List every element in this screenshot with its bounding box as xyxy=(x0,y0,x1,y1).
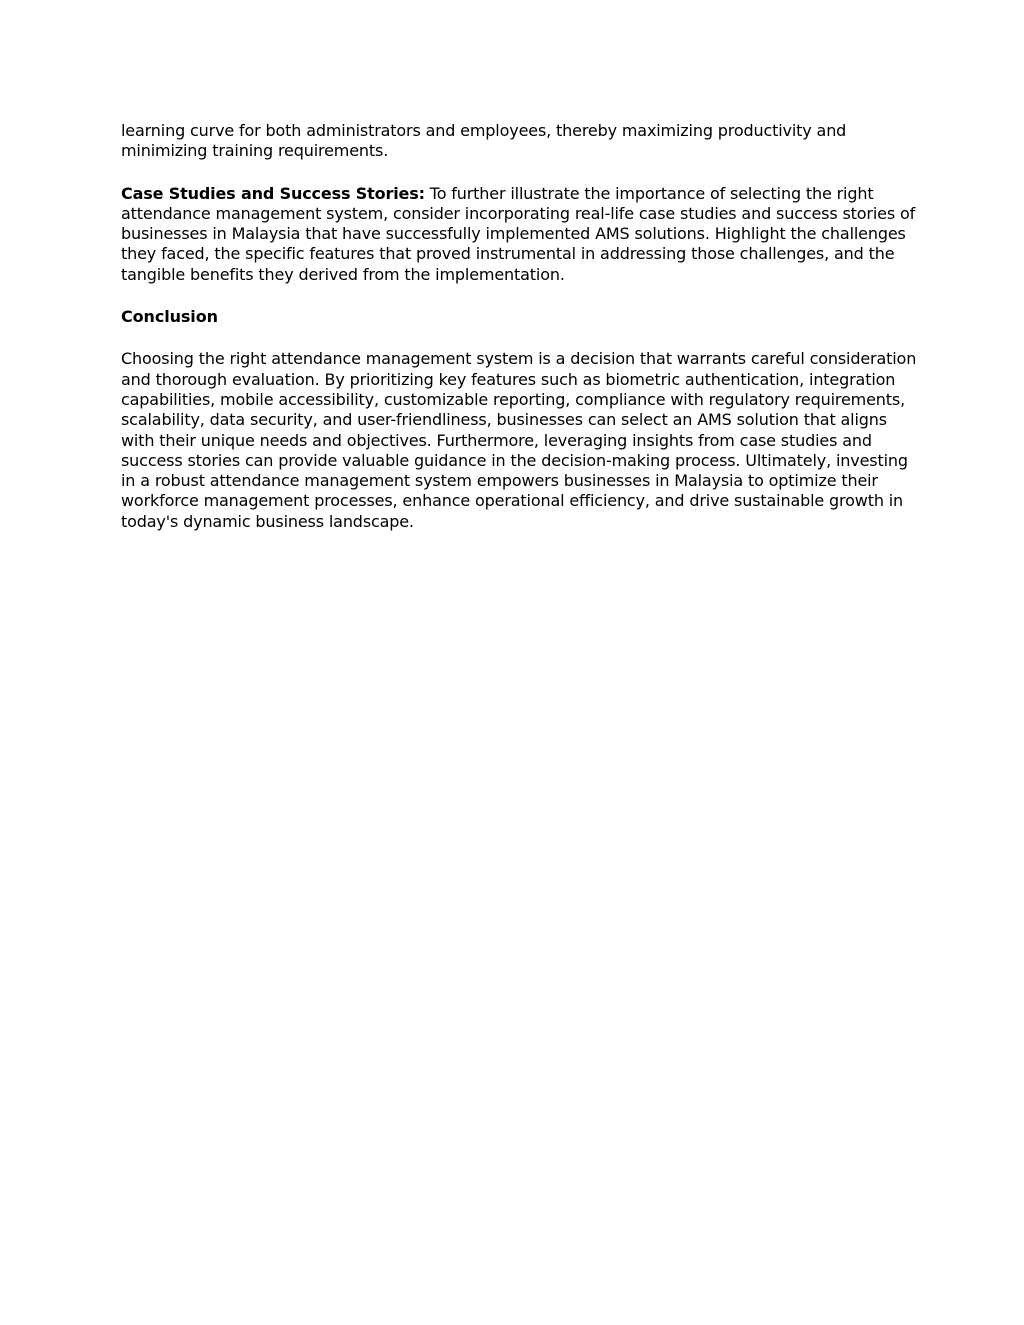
intro-paragraph xyxy=(121,121,921,162)
document-page xyxy=(121,121,921,532)
conclusion-paragraph xyxy=(121,349,921,532)
conclusion-text: Choosing the right attendance management system is a decision that warrants careful consideration and thorough evaluation. By prioritizing key features such as biometric authentication, integration capabilities, mobile accessibility, customizable reporting, compliance with regulatory requirements, scalability, data security, and user-friendliness, businesses can select an AMS solution that aligns with their unique needs and objectives. Furthermore, leveraging insights from case studies and success stories can provide valuable guidance in the decision-making process. Ultimately, investing in a robust attendance management system empowers businesses in Malaysia to optimize their workforce management processes, enhance operational efficiency, and drive sustainable growth in today's dynamic business landscape. xyxy=(121,349,917,531)
case-studies-paragraph xyxy=(121,184,921,285)
intro-paragraph-text: learning curve for both administrators and employees, thereby maximizing productivity and minimizing training requirements. xyxy=(121,121,847,161)
paragraph-spacer xyxy=(121,162,921,184)
paragraph-spacer xyxy=(121,285,921,307)
conclusion-heading: Conclusion xyxy=(121,307,218,327)
paragraph-spacer xyxy=(121,327,921,349)
case-studies-label: Case Studies and Success Stories: xyxy=(121,183,425,203)
case-studies-text: To further illustrate the importance of selecting the right attendance management system, consider incorporating real-life case studies and success stories of businesses in Malaysia that have successfully implemented AMS solutions. Highlight the challenges they faced, the specific features that proved instrumental in addressing those challenges, and the tangible benefits they derived from the implementation. xyxy=(121,183,916,284)
